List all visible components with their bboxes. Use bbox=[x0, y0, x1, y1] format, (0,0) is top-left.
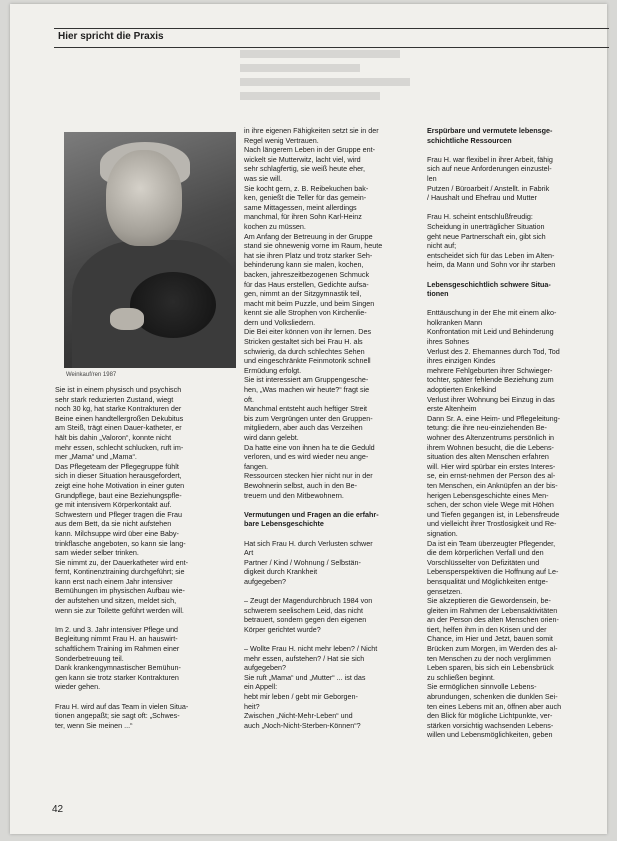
text-line: Da hatte eine von ihnen ha te die Geduld bbox=[244, 442, 375, 452]
text-line: mehr essen, aufstehen? / Hat sie sich bbox=[244, 653, 365, 663]
text-line: Sie ruft „Mama“ und „Mutter“ ... ist das bbox=[244, 672, 366, 682]
text-line: heim, da Mann und Sohn vor ihr starben bbox=[427, 260, 556, 270]
text-line: hebt mir leben / gebt mir Geborgen- bbox=[244, 692, 358, 702]
text-line: der aufstehen und sitzen, meldet sich, bbox=[55, 596, 177, 606]
text-line: Brücken zum Morgen, im Werden des al- bbox=[427, 644, 558, 654]
text-line bbox=[55, 615, 231, 625]
text-line: Frau H. scheint entschlußfreudig: bbox=[427, 212, 533, 222]
text-line: Das Pflegeteam der Pflegegruppe fühlt bbox=[55, 461, 179, 471]
text-line: verloren, und es wird wieder neu ange- bbox=[244, 452, 369, 462]
text-line: kennt sie alle Strophen von Kirchenlie- bbox=[244, 308, 367, 318]
text-line: wohner des Altenzentrums persönlich in bbox=[427, 433, 555, 442]
text-line: mehrere Fehlgeburten ihrer Schwieger- bbox=[427, 365, 553, 375]
text-line: Sie ist interessiert am Gruppengesche- bbox=[244, 375, 369, 385]
text-line: Da ist ein Team überzeugter Pflegender, bbox=[427, 538, 556, 548]
text-line: gleiten im Rahmen der Lebensaktivitäten bbox=[427, 605, 558, 615]
text-line: Verlust des 2. Ehemannes durch Tod, Tod bbox=[427, 346, 560, 356]
text-line: mitgliedern, aber auch das Verzeihen bbox=[244, 423, 363, 433]
text-line: Hat sich Frau H. durch Verlusten schwer bbox=[244, 538, 373, 548]
text-line: mer „Mama“ und „Mama“. bbox=[55, 452, 137, 462]
text-line: Zwischen „Nicht-Mehr-Leben“ und bbox=[244, 711, 353, 721]
text-line: holkranken Mann bbox=[427, 317, 483, 327]
text-line: an der Person des alten Menschen orien- bbox=[427, 615, 559, 625]
text-line: für das Haus erstellen, Gedichte aufsa- bbox=[244, 279, 369, 289]
text-line: die dem körperlichen Verfall und den bbox=[427, 548, 544, 558]
text-line: Leben sparen, bis sich ein Lebensbrück bbox=[427, 663, 554, 673]
text-line: Sie ist in einem physisch und psychisch bbox=[55, 385, 182, 394]
text-line: abrundungen, schenken die dunklen Sei- bbox=[427, 692, 558, 702]
text-line: und eingeschränkte Feinmotorik schnell bbox=[244, 356, 371, 366]
text-line: ihres Sohnes bbox=[427, 337, 469, 347]
text-line: Bewohnerin selbst, auch in den Be- bbox=[244, 480, 358, 490]
section-heading: Lebensgeschichtlich schwere Situa- bbox=[427, 279, 551, 289]
page-number: 42 bbox=[52, 804, 64, 815]
text-line: hen, „Was machen wir heute?“ fragt sie bbox=[244, 385, 370, 395]
text-line: wird dann gelebt. bbox=[244, 433, 299, 442]
bleed-through-watermark bbox=[240, 50, 420, 112]
text-line: sehr stark reduzierten Zustand, wiegt bbox=[55, 394, 174, 404]
text-line: Grundpflege, baut eine Beziehungspfle- bbox=[55, 490, 182, 500]
text-line: Stricken gestaltet sich bei Frau H. als bbox=[244, 337, 363, 347]
text-line: situation des alten Menschen erfahren bbox=[427, 452, 549, 462]
text-line: macht mit beim Puzzle, und beim Singen bbox=[244, 298, 375, 308]
text-column-3 bbox=[427, 126, 599, 740]
text-line: Sie nimmt zu, der Dauerkatheter wird ent- bbox=[55, 557, 189, 567]
text-line: kann erst nach einem Jahr intensiver bbox=[55, 576, 173, 586]
text-line: behinderung kann sie malen, kochen, bbox=[244, 260, 364, 270]
text-line bbox=[244, 587, 416, 597]
text-column-2 bbox=[244, 126, 416, 730]
section-header bbox=[54, 28, 609, 48]
text-line: noch 30 kg, hat starke Kontrakturen der bbox=[55, 404, 182, 414]
text-line: bis zum Vergrüngen unter den Gruppen- bbox=[244, 413, 373, 423]
text-line: schwerem seelischem Leid, das nicht bbox=[244, 605, 364, 615]
text-line: mehr essen, schlecht schlucken, ruft im- bbox=[55, 442, 184, 452]
section-heading: tionen bbox=[427, 289, 449, 299]
text-line: Ressourcen stecken hier nicht nur in der bbox=[244, 471, 373, 481]
text-line: geht neue Partnerschaft ein, gibt sich bbox=[427, 231, 546, 241]
text-line: sam wieder selber trinken. bbox=[55, 548, 139, 558]
text-line: und vielleicht ihrer Trostlosigkeit und Re- bbox=[427, 519, 557, 529]
text-line: se, ein ernst-nehmen der Person des al- bbox=[427, 471, 556, 481]
text-line: willen und Lebensmöglichkeiten, geben bbox=[427, 730, 553, 740]
text-line: schen, der schon viele Wege mit Höhen bbox=[427, 500, 554, 510]
text-line: erste Altenheim bbox=[427, 404, 477, 414]
text-line: Beine einen handtellergroßen Dekubitus bbox=[55, 413, 184, 423]
text-line: ten eines Lebens mit an, öffnen aber auch bbox=[427, 701, 562, 711]
text-line: ge mit intensivem Körperkontakt auf. bbox=[55, 500, 172, 510]
text-line: heit? bbox=[244, 701, 260, 711]
text-line: gen, nimmt an der Sitzgymnastik teil, bbox=[244, 289, 362, 299]
portrait-photo bbox=[64, 132, 236, 368]
text-line: Putzen / Büroarbeit / Anstellt. in Fabrik bbox=[427, 183, 550, 193]
text-line: Sie kocht gern, z. B. Reibekuchen bak- bbox=[244, 183, 369, 193]
text-line: und Tiefen gegangen ist, in Lebensfreude bbox=[427, 509, 560, 519]
text-line: aufgegeben? bbox=[244, 663, 286, 673]
text-line: Sie ermöglichen sinnvolle Lebens- bbox=[427, 682, 537, 692]
text-line: Regel wenig Vertrauen. bbox=[244, 135, 319, 145]
text-line: Bemühungen im physischen Aufbau wie- bbox=[55, 586, 185, 596]
text-line: herigen Lebensgeschichte eines Men- bbox=[427, 490, 549, 500]
text-line: ihres einzigen Kindes bbox=[427, 356, 496, 366]
text-line bbox=[427, 203, 599, 213]
text-column-1 bbox=[55, 385, 231, 730]
text-line: ihrem Wohnen besucht, die die Lebens- bbox=[427, 442, 554, 452]
text-line: sehr schlagfertig, sie weiß heute eher, bbox=[244, 164, 366, 174]
text-line: auch „Noch-Nicht-Sterben-Können“? bbox=[244, 720, 361, 730]
text-line: ken, genießt die Teller für das gemein- bbox=[244, 193, 367, 203]
text-line: gen kann sie trotz starker Kontrakturen bbox=[55, 672, 179, 682]
text-line: entscheidet sich für das Leben im Alten- bbox=[427, 250, 555, 260]
text-line: stand sie ohnewenig vorne im Raum, heute bbox=[244, 241, 383, 251]
text-line: Dank krankengymnastischer Bemühun- bbox=[55, 663, 181, 673]
text-line: aus dem Bett, da sie nicht aufstehen bbox=[55, 519, 172, 529]
section-heading: schichtliche Ressourcen bbox=[427, 135, 512, 145]
text-line: was sie will. bbox=[244, 173, 282, 183]
text-line bbox=[55, 692, 231, 702]
text-line: schaftlichem Training im Rahmen einer bbox=[55, 644, 180, 654]
text-line: in ihre eigenen Fähigkeiten setzt sie in der bbox=[244, 126, 379, 135]
text-line: oft. bbox=[244, 394, 254, 404]
text-line: Manchmal entsteht auch heftiger Streit bbox=[244, 404, 368, 414]
text-line: – Wollte Frau H. nicht mehr leben? / Nicht bbox=[244, 644, 378, 654]
text-line: wieder gehen. bbox=[55, 682, 101, 692]
text-line: gensetzen. bbox=[427, 586, 463, 596]
text-line: Begleitung nimmt Frau H. an hauswirt- bbox=[55, 634, 178, 644]
text-line: treuern und den Mitbewohnern. bbox=[244, 490, 344, 500]
text-line: Am Anfang der Betreuung in der Gruppe bbox=[244, 231, 373, 241]
text-line: hat sie ihren Platz und trotz starker Seh- bbox=[244, 250, 373, 260]
text-line: Vorschlüsselter von Defizitäten und bbox=[427, 557, 540, 567]
text-line: trinkflasche angeboten, so kann sie lang- bbox=[55, 538, 186, 548]
text-line: stärken vorsichtig wachsenden Lebens- bbox=[427, 720, 554, 730]
text-line: zeigt eine hohe Motivation in einer guten bbox=[55, 480, 185, 490]
section-heading: bare Lebensgeschichte bbox=[244, 519, 324, 529]
text-line: zu schließen beginnt. bbox=[427, 672, 495, 682]
text-line: Körper gerichtet wurde? bbox=[244, 624, 321, 634]
text-line: sich auf neue Anforderungen einzustel- bbox=[427, 164, 552, 174]
text-line: schwierig, da durch schlechtes Sehen bbox=[244, 346, 365, 356]
text-line: kann. Milchsuppe wird über eine Baby- bbox=[55, 528, 179, 538]
text-line: / Haushalt und Ehefrau und Mutter bbox=[427, 193, 537, 203]
text-line: betrauert, sondern gegen den eigenen bbox=[244, 615, 367, 625]
text-line: Partner / Kind / Wohnung / Selbstän- bbox=[244, 557, 361, 567]
text-line: ter, wenn Sie meinen ...“ bbox=[55, 720, 133, 730]
text-line: will. Hier wird spürbar ein erstes Interes- bbox=[427, 461, 556, 471]
text-line: bensqualität und Möglichkeiten entge- bbox=[427, 576, 549, 586]
text-line: aufgegeben? bbox=[244, 576, 286, 586]
text-line: digkeit durch Krankheit bbox=[244, 567, 318, 577]
text-line: fangen. bbox=[244, 461, 268, 471]
text-line: Frau H. wird auf das Team in vielen Situa- bbox=[55, 701, 189, 711]
text-line: den Blick für mögliche Lichtpunkte, ver- bbox=[427, 711, 553, 721]
photo-caption: Weinkauf/ren 1987 bbox=[66, 372, 117, 378]
text-line: ein Appell: bbox=[244, 682, 278, 692]
text-line: Chance, im Hier und Jetzt, bauen somit bbox=[427, 634, 553, 644]
text-line: Konfrontation mit Leid und Behinderung bbox=[427, 327, 554, 337]
text-line: fernt, Kontinenztraining durchgeführt; sie bbox=[55, 567, 185, 577]
text-line: same Mittagessen, meint allerdings bbox=[244, 202, 357, 212]
section-heading: Vermutungen und Fragen an die erfahr- bbox=[244, 509, 379, 519]
text-line: Art bbox=[244, 548, 254, 558]
text-line: tetung: die ihre neu-einziehenden Be- bbox=[427, 423, 547, 433]
text-line: Verlust ihrer Wohnung bei Einzug in das bbox=[427, 394, 555, 404]
text-line: Die Bei eiter können von ihr lernen. Des bbox=[244, 327, 372, 337]
text-line: Schwestern und Pfleger tragen die Frau bbox=[55, 509, 183, 519]
text-line: Frau H. war flexibel in ihrer Arbeit, fähig bbox=[427, 154, 553, 164]
text-line: kochen zu müssen. bbox=[244, 221, 306, 231]
text-line: signation. bbox=[427, 528, 458, 538]
text-line: Enttäuschung in der Ehe mit einem alko- bbox=[427, 308, 557, 318]
section-heading: Erspürbare und vermutete lebensge- bbox=[427, 126, 553, 135]
text-line bbox=[244, 634, 416, 644]
text-line: wenn sie zur Toilette geführt werden will. bbox=[55, 605, 184, 615]
text-line: Im 2. und 3. Jahr intensiver Pflege und bbox=[55, 624, 179, 634]
text-line: – Zeugt der Magendurchbruch 1984 von bbox=[244, 596, 373, 606]
section-title: Hier spricht die Praxis bbox=[58, 31, 164, 42]
text-line: tionen angepaßt; sie sagt oft: „Schwes- bbox=[55, 711, 180, 721]
text-line: nicht auf; bbox=[427, 241, 457, 251]
text-line: len bbox=[427, 173, 437, 183]
text-line: adoptierten Enkelkind bbox=[427, 385, 497, 395]
text-line: Sonderbetreuung teil. bbox=[55, 653, 124, 663]
text-line: Dann Sr. A. eine Heim- und Pflegeleitung- bbox=[427, 413, 561, 423]
text-line: sich in dieser Situation herausgefordert, bbox=[55, 471, 182, 481]
text-line: tochter, später fehlende Beziehung zum bbox=[427, 375, 554, 385]
text-line: Lebensperspektiven die Hoffnung auf Le- bbox=[427, 567, 559, 577]
text-line: ten Menschen zu der noch verglimmen bbox=[427, 653, 551, 663]
text-line: Ermüdung erfolgt. bbox=[244, 365, 302, 375]
text-line: manchmal, für ihren Sohn Karl-Heinz bbox=[244, 212, 362, 222]
text-line: tiert, helfen ihm in den Krisen und der bbox=[427, 624, 547, 634]
text-line: ten Menschen, ein Anknüpfen an der bis- bbox=[427, 480, 558, 490]
text-line: hält bis dahin „Valoron“, konnte nicht bbox=[55, 432, 172, 442]
text-line: backen, jahreszeitbezogenen Schmuck bbox=[244, 269, 370, 279]
text-line: Sie akzeptieren die Gewordensein, be- bbox=[427, 596, 551, 606]
text-line: Nach längerem Leben in der Gruppe ent- bbox=[244, 145, 376, 155]
text-line: Scheidung in unerträglicher Situation bbox=[427, 221, 545, 231]
text-line: dern und Volksliedern. bbox=[244, 317, 316, 327]
text-line: wickelt sie Mutterwitz, lacht viel, wird bbox=[244, 154, 361, 164]
text-line: am Steiß, trägt einen Dauer-katheter, er bbox=[55, 423, 182, 433]
